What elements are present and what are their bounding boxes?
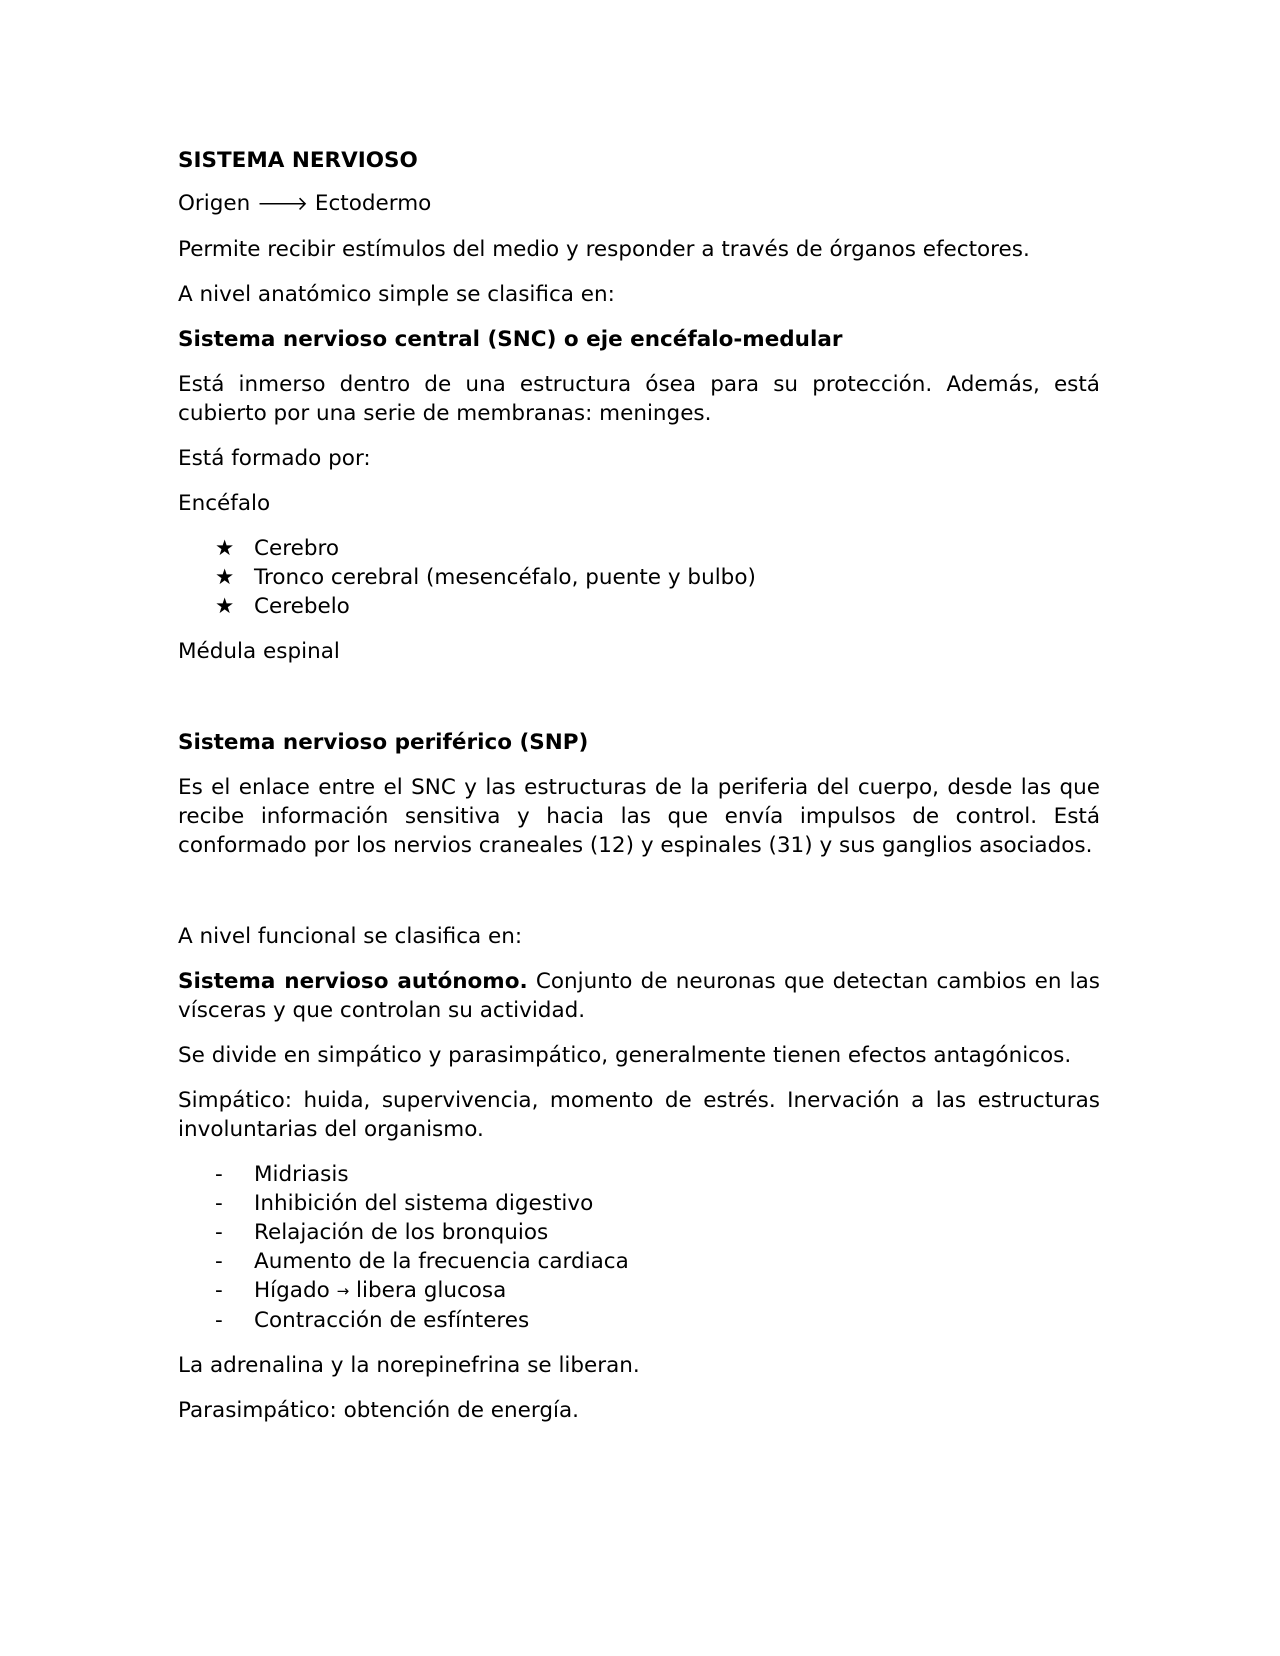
list-item <box>178 563 1100 592</box>
list-item-text: Inhibición del sistema digestivo <box>254 1191 594 1216</box>
star-bullet-icon: ★ <box>215 565 235 590</box>
origin-line <box>178 189 1100 219</box>
list-item-text <box>254 1278 506 1303</box>
list-item <box>178 1276 1100 1306</box>
dash-bullet-icon: - <box>215 1191 223 1216</box>
list-item-text: Midriasis <box>254 1162 349 1187</box>
sympathetic-effects-list <box>178 1160 1100 1335</box>
snp-description: Es el enlace entre el SNC y las estructuras de la periferia del cuerpo, desde las que recibe información sensitiva y hacia las que envía impulsos de control. Está conformado por los nervios craneales (12) y espinales (31) y sus ganglios asociados. <box>178 775 1100 858</box>
sna-paragraph <box>178 967 1100 1025</box>
liver-effect: libera glucosa <box>356 1278 507 1303</box>
list-item <box>178 1218 1100 1247</box>
list-item <box>178 1247 1100 1276</box>
star-bullet-icon: ★ <box>215 594 235 619</box>
list-item-text: Tronco cerebral (mesencéfalo, puente y bulbo) <box>254 565 756 590</box>
dash-bullet-icon: - <box>215 1308 223 1333</box>
functional-intro: A nivel funcional se clasifica en: <box>178 924 523 949</box>
right-arrow-icon: → <box>336 1282 350 1300</box>
list-item <box>178 592 1100 621</box>
star-bullet-icon: ★ <box>215 536 235 561</box>
dash-bullet-icon: - <box>215 1162 223 1187</box>
sna-division: Se divide en simpático y parasimpático, generalmente tienen efectos antagónicos. <box>178 1043 1072 1068</box>
dash-bullet-icon: - <box>215 1249 223 1274</box>
right-arrow-icon: 🡒 <box>257 193 309 215</box>
page-title: SISTEMA NERVIOSO <box>178 148 418 173</box>
sympathetic-paragraph: Simpático: huida, supervivencia, momento de estrés. Inervación a las estructuras involuntarias del organismo. <box>178 1088 1100 1142</box>
encephalon-label: Encéfalo <box>178 491 271 516</box>
list-item-text: Contracción de esfínteres <box>254 1308 530 1333</box>
snc-description: Está inmerso dentro de una estructura ósea para su protección. Además, está cubierto por una serie de membranas: meninges. <box>178 372 1100 426</box>
list-item-text: Relajación de los bronquios <box>254 1220 549 1245</box>
list-item <box>178 534 1100 563</box>
origin-value: Ectodermo <box>314 191 432 216</box>
list-item-text: Cerebelo <box>254 594 350 619</box>
list-item <box>178 1306 1100 1335</box>
sna-heading: Sistema nervioso autónomo. <box>178 969 528 994</box>
dash-bullet-icon: - <box>215 1220 223 1245</box>
hormones-paragraph: La adrenalina y la norepinefrina se liberan. <box>178 1353 640 1378</box>
spacer <box>178 876 1100 922</box>
dash-bullet-icon: - <box>215 1278 223 1303</box>
origin-label: Origen <box>178 191 251 216</box>
snc-formed-by: Está formado por: <box>178 446 371 471</box>
snp-heading: Sistema nervioso periférico (SNP) <box>178 730 589 755</box>
liver-label: Hígado <box>254 1278 330 1303</box>
list-item <box>178 1189 1100 1218</box>
snc-heading: Sistema nervioso central (SNC) o eje encéfalo-medular <box>178 327 843 352</box>
intro-paragraph: Permite recibir estímulos del medio y responder a través de órganos efectores. <box>178 237 1030 262</box>
list-item <box>178 1160 1100 1189</box>
sna-description: Conjunto de neuronas que detectan cambios en las vísceras y que controlan su actividad. <box>178 969 1101 1023</box>
document-body <box>178 146 1100 1441</box>
spinal-cord-label: Médula espinal <box>178 639 340 664</box>
parasympathetic-paragraph: Parasimpático: obtención de energía. <box>178 1398 579 1423</box>
list-item-text: Aumento de la frecuencia cardiaca <box>254 1249 629 1274</box>
list-item-text: Cerebro <box>254 536 340 561</box>
encephalon-parts-list <box>178 534 1100 621</box>
spacer <box>178 682 1100 728</box>
anatomic-intro: A nivel anatómico simple se clasifica en: <box>178 282 615 307</box>
